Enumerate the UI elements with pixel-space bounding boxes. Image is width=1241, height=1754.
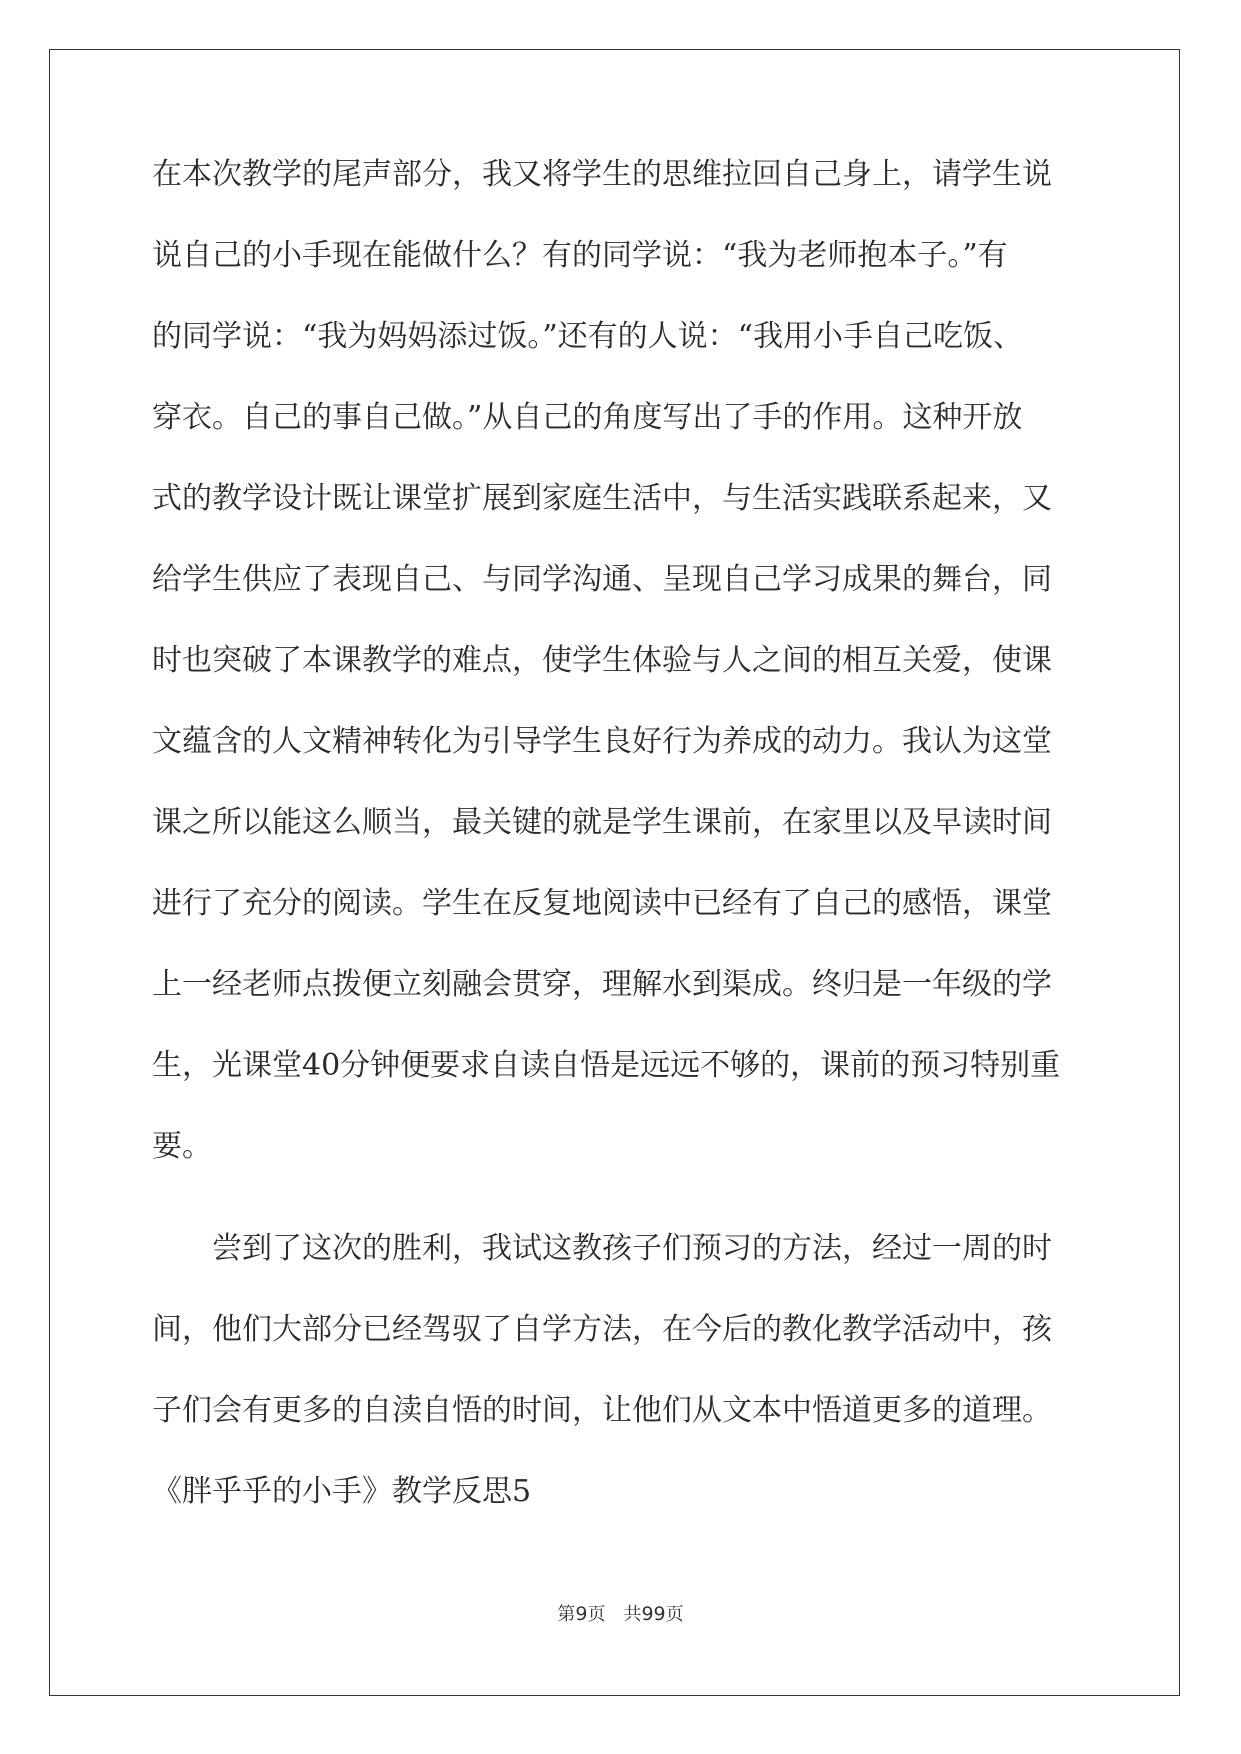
document-body bbox=[152, 155, 1088, 1553]
paragraph-line: 进行了充分的阅读。学生在反复地阅读中已经有了自己的感悟，课堂 bbox=[152, 886, 1052, 921]
total-suffix: 页 bbox=[665, 1604, 684, 1625]
paragraph-line: 生，光课堂40分钟便要求自读自悟是远远不够的，课前的预习特别重 bbox=[152, 1048, 1061, 1083]
paragraph-line: 文蕴含的人文精神转化为引导学生良好行为养成的动力。我认为这堂 bbox=[152, 724, 1052, 759]
page-footer bbox=[0, 1600, 1241, 1626]
paragraph-line: 上一经老师点拨便立刻融会贯穿，理解水到渠成。终归是一年级的学 bbox=[152, 967, 1052, 1002]
paragraph-line: 的同学说：“我为妈妈添过饭。”还有的人说：“我用小手自己吃饭、 bbox=[152, 319, 1024, 354]
paragraph-line: 子们会有更多的自渎自悟的时间，让他们从文本中悟道更多的道理。 bbox=[152, 1393, 1052, 1428]
paragraph-line: 式的教学设计既让课堂扩展到家庭生活中，与生活实践联系起来，又 bbox=[152, 481, 1052, 516]
paragraph-line: 间，他们大部分已经驾驭了自学方法，在今后的教化教学活动中，孩 bbox=[152, 1312, 1052, 1347]
paragraph-line: 要。 bbox=[152, 1129, 212, 1164]
page-prefix: 第 bbox=[557, 1604, 576, 1625]
total-pages: 99 bbox=[641, 1603, 666, 1625]
section-heading: 《胖乎乎的小手》教学反思5 bbox=[152, 1474, 532, 1509]
page-number: 9 bbox=[575, 1603, 588, 1625]
paragraph-line: 时也突破了本课教学的难点，使学生体验与人之间的相互关爱，使课 bbox=[152, 643, 1052, 678]
paragraph-line: 给学生供应了表现自己、与同学沟通、呈现自己学习成果的舞台，同 bbox=[152, 562, 1052, 597]
paragraph-line: 在本次教学的尾声部分，我又将学生的思维拉回自己身上，请学生说 bbox=[152, 157, 1052, 192]
paragraph-line: 尝到了这次的胜利，我试这教孩子们预习的方法，经过一周的时 bbox=[212, 1231, 1052, 1266]
paragraph-line: 课之所以能这么顺当，最关键的就是学生课前，在家里以及早读时间 bbox=[152, 805, 1052, 840]
paragraph-line: 说自己的小手现在能做什么？有的同学说：“我为老师抱本子。”有 bbox=[152, 238, 1008, 273]
paragraph-line: 穿衣。自己的事自己做。”从自己的角度写出了手的作用。这种开放 bbox=[152, 400, 1023, 435]
page-suffix: 页 bbox=[587, 1604, 606, 1625]
total-prefix: 共 bbox=[623, 1604, 642, 1625]
